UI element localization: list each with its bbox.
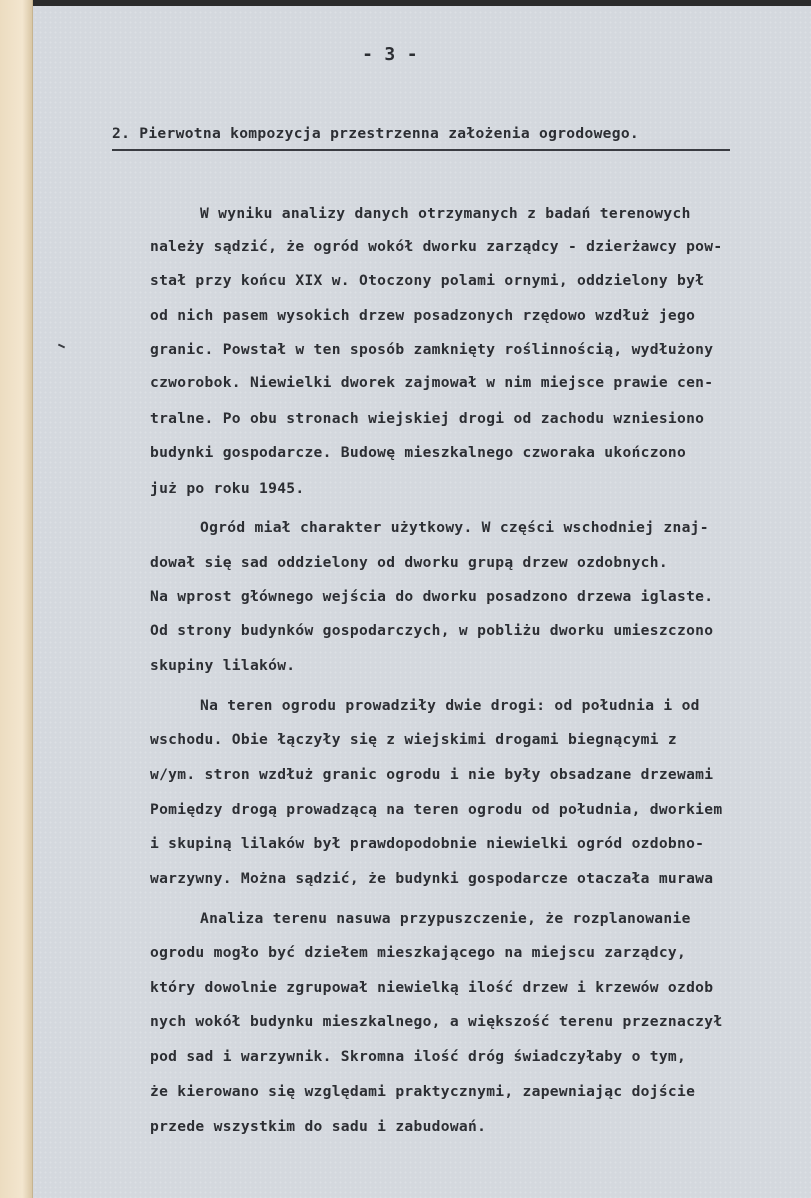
body-line: Ogród miał charakter użytkowy. W części wschodniej znaj- bbox=[200, 519, 709, 536]
binding-edge bbox=[0, 0, 33, 1198]
body-line: przede wszystkim do sadu i zabudowań. bbox=[150, 1118, 487, 1135]
body-line: dował się sad oddzielony od dworku grupą drzew ozdobnych. bbox=[150, 554, 668, 571]
body-line: tralne. Po obu stronach wiejskiej drogi od zachodu wzniesiono bbox=[150, 410, 705, 427]
section-heading: 2. Pierwotna kompozycja przestrzenna założenia ogrodowego. bbox=[112, 125, 639, 142]
body-line: już po roku 1945. bbox=[150, 480, 305, 497]
body-line: ogrodu mogło być dziełem mieszkającego na miejscu zarządcy, bbox=[150, 944, 687, 961]
body-line: nych wokół budynku mieszkalnego, a większość terenu przeznaczył bbox=[150, 1013, 723, 1030]
body-line: pod sad i warzywnik. Skromna ilość dróg świadczyłaby o tym, bbox=[150, 1048, 687, 1065]
body-line: w/ym. stron wzdłuż granic ogrodu i nie były obsadzane drzewami bbox=[150, 766, 714, 783]
body-line: Na wprost głównego wejścia do dworku posadzono drzewa iglaste. bbox=[150, 588, 714, 605]
page-top-edge bbox=[33, 0, 811, 6]
body-line: od nich pasem wysokich drzew posadzonych rzędowo wzdłuż jego bbox=[150, 307, 696, 324]
body-line: W wyniku analizy danych otrzymanych z badań terenowych bbox=[200, 205, 691, 222]
body-line: Analiza terenu nasuwa przypuszczenie, że rozplanowanie bbox=[200, 910, 691, 927]
body-line: i skupiną lilaków był prawdopodobnie niewielki ogród ozdobno- bbox=[150, 835, 705, 852]
body-line: czworobok. Niewielki dworek zajmował w nim miejsce prawie cen- bbox=[150, 374, 714, 391]
body-line: Od strony budynków gospodarczych, w pobliżu dworku umieszczono bbox=[150, 622, 714, 639]
heading-underline bbox=[112, 149, 730, 151]
body-line: który dowolnie zgrupował niewielką ilość drzew i krzewów ozdob bbox=[150, 979, 714, 996]
body-line: warzywny. Można sądzić, że budynki gospodarcze otaczała murawa bbox=[150, 870, 714, 887]
body-line: wschodu. Obie łączyły się z wiejskimi drogami biegnącymi z bbox=[150, 731, 677, 748]
body-line: granic. Powstał w ten sposób zamknięty roślinnością, wydłużony bbox=[150, 341, 714, 358]
body-line: stał przy końcu XIX w. Otoczony polami ornymi, oddzielony był bbox=[150, 272, 705, 289]
body-line: Pomiędzy drogą prowadzącą na teren ogrodu od południa, dworkiem bbox=[150, 801, 723, 818]
body-line: że kierowano się względami praktycznymi, zapewniając dojście bbox=[150, 1083, 696, 1100]
body-line: budynki gospodarcze. Budowę mieszkalnego czworaka ukończono bbox=[150, 444, 687, 461]
body-line: skupiny lilaków. bbox=[150, 657, 296, 674]
body-line: należy sądzić, że ogród wokół dworku zarządcy - dzierżawcy pow- bbox=[150, 238, 723, 255]
page-number: - 3 - bbox=[362, 44, 418, 65]
body-line: Na teren ogrodu prowadziły dwie drogi: od południa i od bbox=[200, 697, 700, 714]
